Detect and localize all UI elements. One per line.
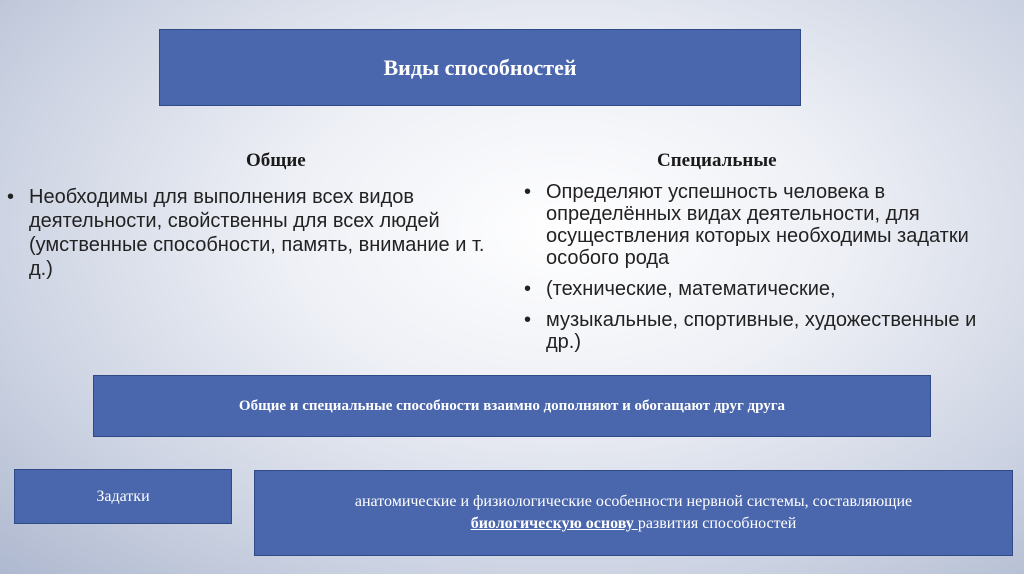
zadatki-label: Задатки	[96, 487, 150, 505]
summary-box	[93, 375, 931, 437]
general-list	[7, 185, 487, 281]
zadatki-box	[14, 469, 232, 524]
special-list	[524, 181, 1004, 362]
zadatki-definition-box	[254, 470, 1013, 556]
definition-line-2	[471, 513, 797, 535]
special-heading: Специальные	[657, 150, 777, 171]
title-box	[159, 29, 801, 106]
definition-emphasis: биологическую основу	[470, 515, 638, 532]
summary-text: Общие и специальные способности взаимно дополняют и обогащают друг друга	[238, 397, 786, 414]
special-item: • музыкальные, спортивные, художественные и др.)	[524, 309, 1004, 353]
general-heading: Общие	[246, 150, 306, 171]
general-item: • Необходимы для выполнения всех видов деятельности, свойственны для всех людей (умственные способности, память, внимание и т. д.)	[7, 185, 487, 281]
page-title: Виды способностей	[383, 54, 577, 80]
special-item: • (технические, математические,	[524, 278, 1004, 300]
special-item: • Определяют успешность человека в определённых видах деятельности, для осуществления которых необходимы задатки особого рода	[524, 181, 1004, 269]
definition-end: развития способностей	[637, 515, 797, 532]
definition-line-1: анатомические и физиологические особенности нервной системы, составляющие	[354, 493, 913, 510]
